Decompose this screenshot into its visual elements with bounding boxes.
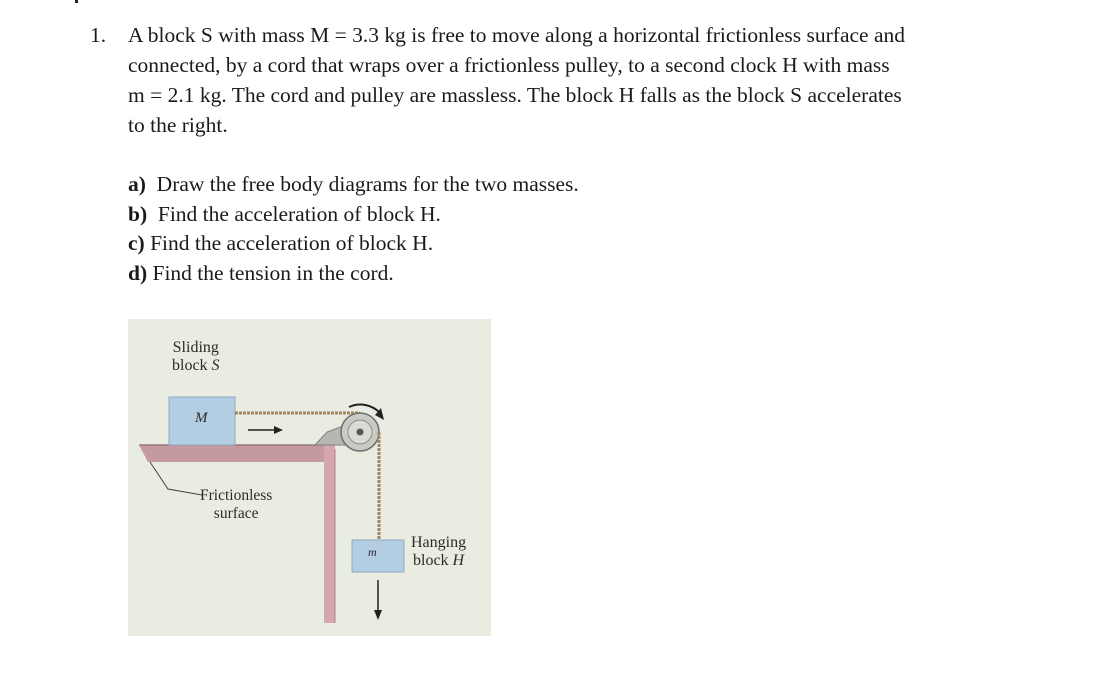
part-c: c) Find the acceleration of block H.: [128, 231, 434, 255]
table-leg: [324, 445, 335, 623]
part-b: b) Find the acceleration of block H.: [128, 201, 441, 226]
problem-line: connected, by a cord that wraps over a frictionless pulley, to a second clock H with mass: [128, 53, 890, 77]
problem-text: [128, 20, 1006, 140]
sliding-block-label: Sliding block S: [172, 339, 220, 374]
problem-number: 1.: [90, 23, 107, 47]
block-h-mass-label: m: [368, 545, 377, 559]
pulley-figure: [128, 319, 491, 636]
problem-line: A block S with mass M = 3.3 kg is free to move along a horizontal frictionless surface and: [128, 23, 906, 47]
problem-line: m = 2.1 kg. The cord and pulley are massless. The block H falls as the block S accelerates: [128, 83, 902, 107]
page-corner-mark: [75, 0, 78, 3]
frictionless-surface-label: Frictionless surface: [200, 487, 273, 522]
block-h: [352, 540, 404, 572]
question-parts: [128, 170, 579, 288]
part-a: a) Draw the free body diagrams for the two masses.: [128, 172, 579, 196]
part-d: d) Find the tension in the cord.: [128, 260, 394, 285]
block-s-mass-label: M: [195, 410, 208, 426]
hanging-block-label: Hanging block H: [411, 534, 467, 569]
problem-line: to the right.: [128, 113, 228, 137]
pulley-axle: [357, 429, 364, 436]
table-top: [139, 445, 335, 462]
